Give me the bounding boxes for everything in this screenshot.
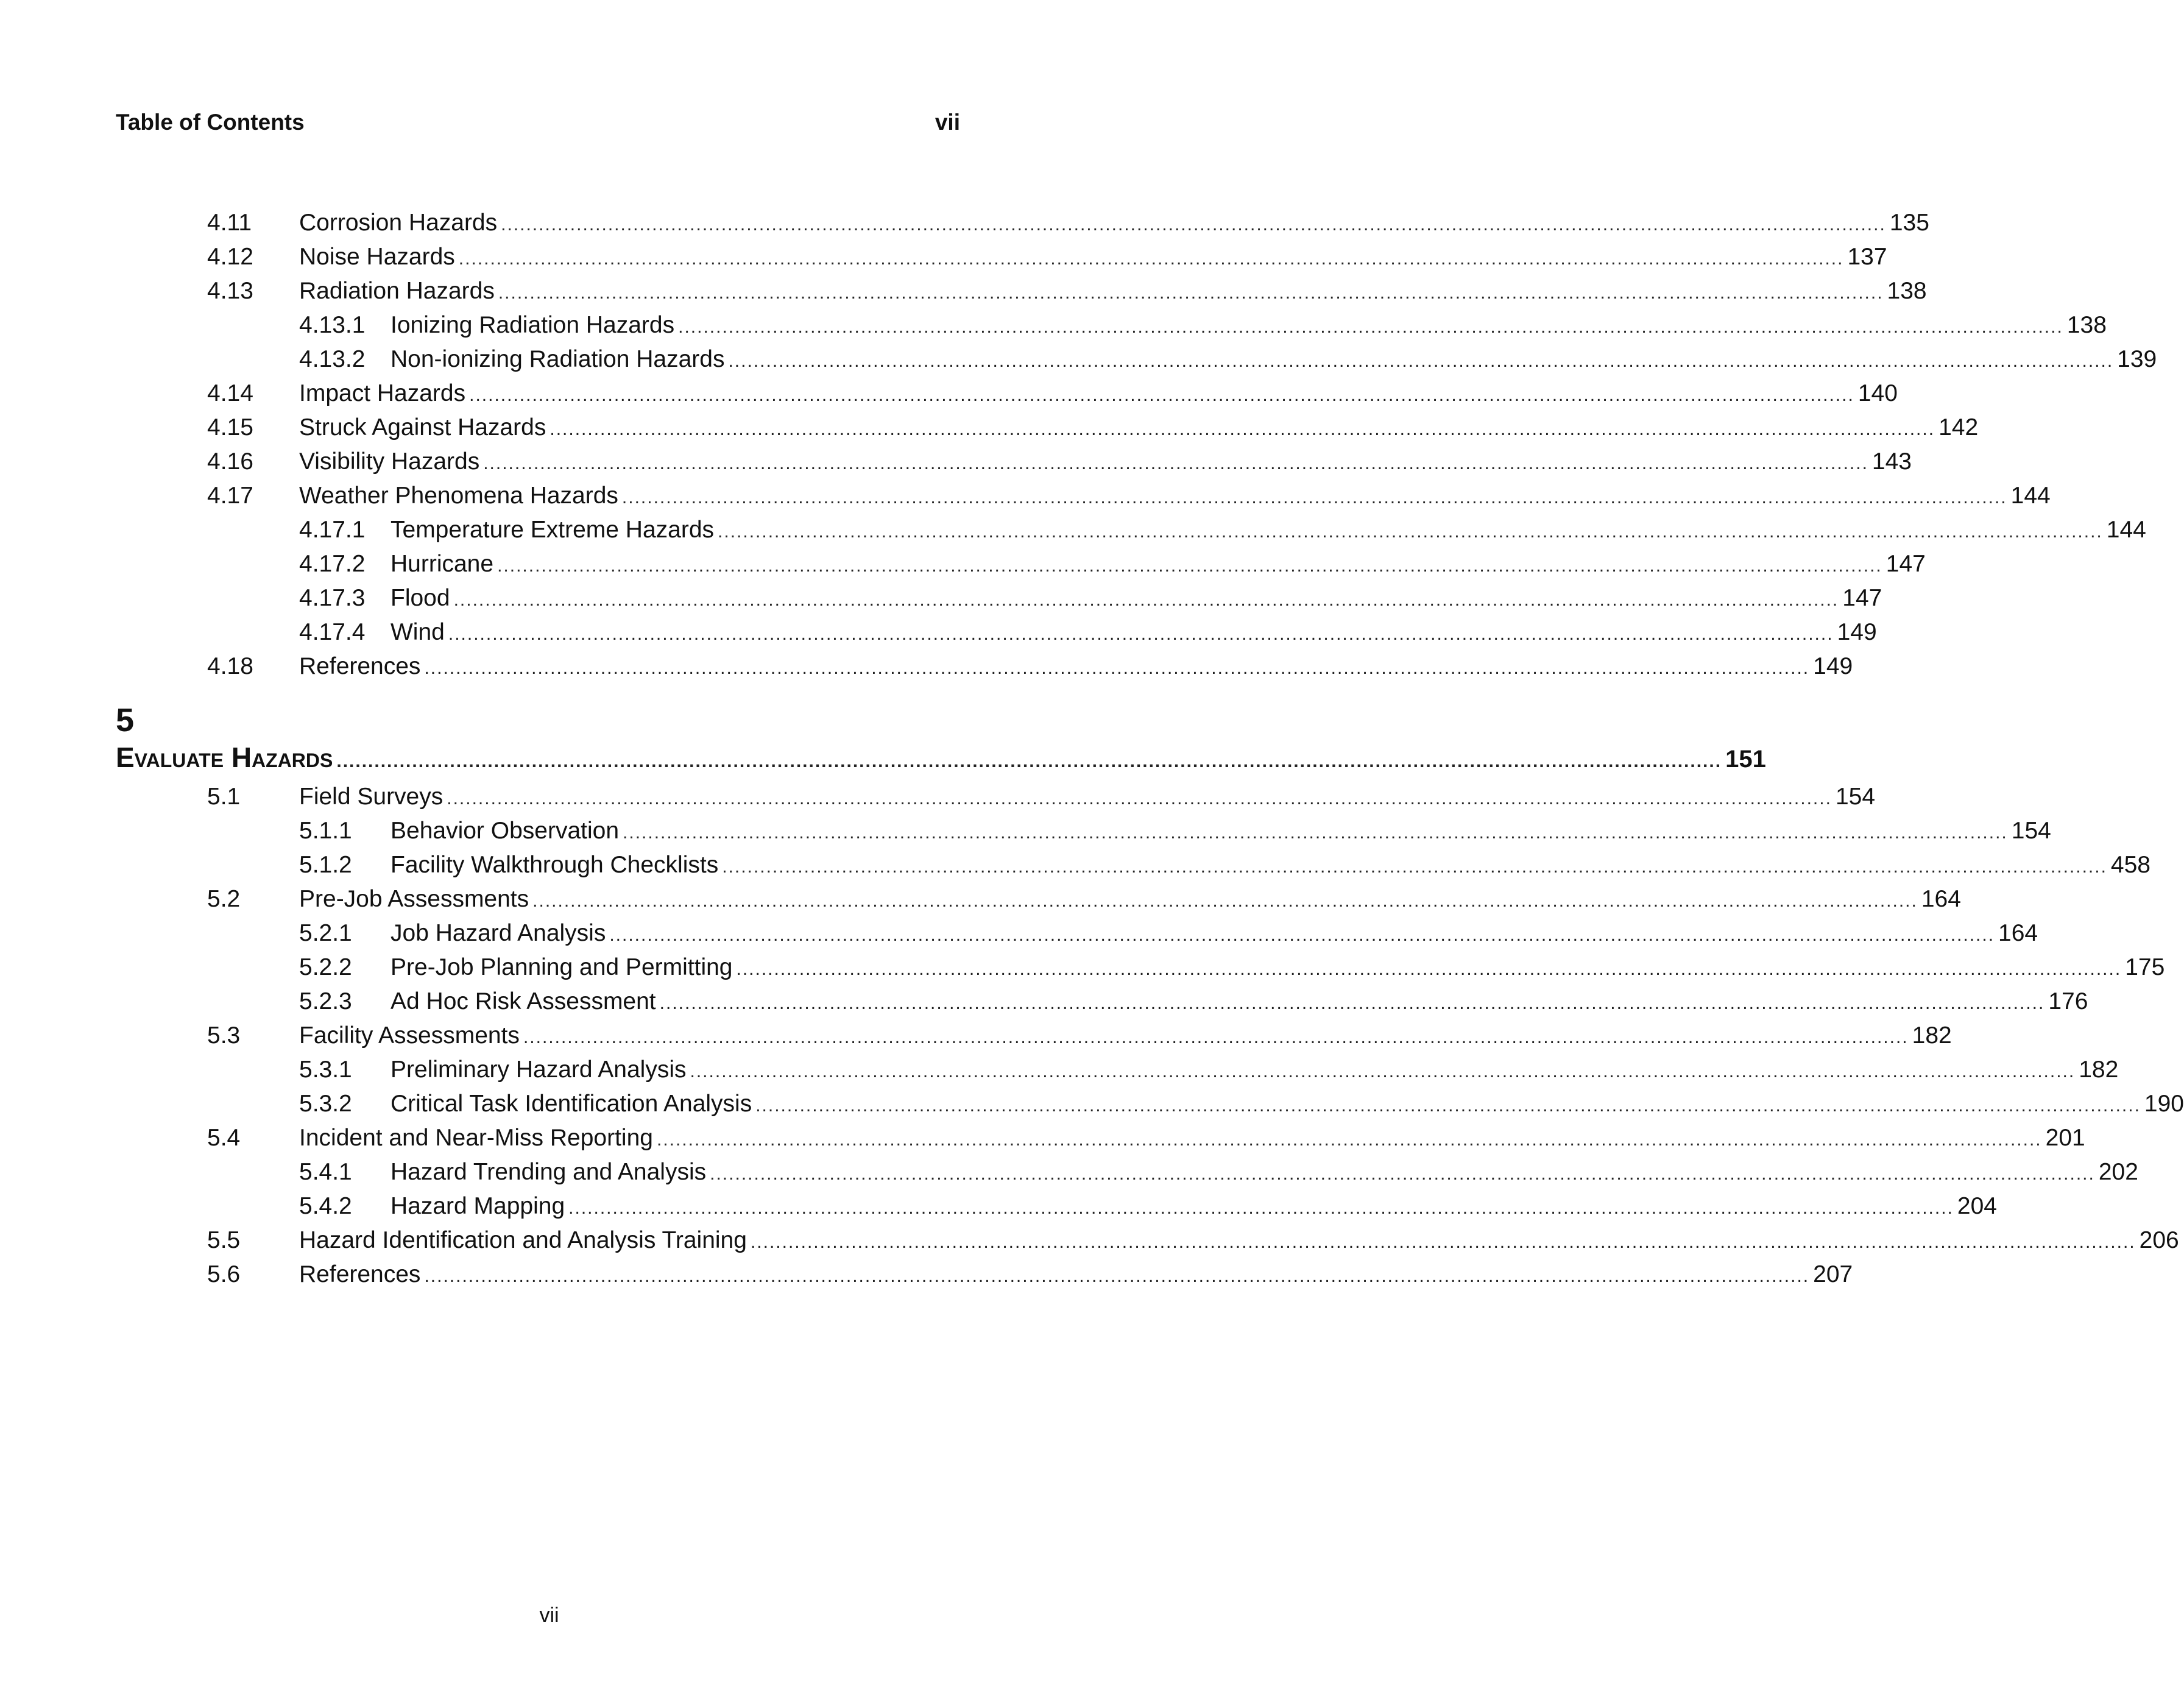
entry-title: Flood <box>391 585 450 611</box>
entry-title: Hazard Trending and Analysis <box>391 1159 707 1185</box>
toc-entry <box>116 1121 2085 1155</box>
toc-entry <box>116 342 2157 377</box>
dot-leader: ............................................................................................................................................................................................................................ <box>710 1164 2095 1184</box>
entry-page-number: 140 <box>1857 380 1898 406</box>
entry-line <box>299 1121 2085 1157</box>
entry-page-number: 151 <box>1725 746 1766 773</box>
entry-page-number: 201 <box>2045 1125 2085 1151</box>
entry-number: 5.2 <box>207 886 241 912</box>
entry-title: References <box>299 653 421 679</box>
entry-line <box>299 377 1898 412</box>
entry-number: 4.12 <box>207 244 253 270</box>
toc-entry <box>116 882 1961 916</box>
toc-entry <box>116 1189 1997 1223</box>
dot-leader: ............................................................................................................................................................................................................................ <box>483 453 1868 473</box>
entry-page-number: 144 <box>2010 483 2051 509</box>
entry-number: 4.14 <box>207 380 253 406</box>
toc-entry <box>116 1087 2184 1121</box>
entry-line <box>391 513 2146 549</box>
entry-line <box>299 274 1927 310</box>
entry-number: 4.11 <box>207 210 252 236</box>
dot-leader: ............................................................................................................................................................................................................................ <box>336 751 1722 771</box>
entry-title: Pre-Job Assessments <box>299 886 529 912</box>
entry-page-number: 147 <box>1842 585 1882 611</box>
toc-entry <box>116 1053 2119 1087</box>
entry-title: Facility Assessments <box>299 1022 520 1049</box>
entry-title: Radiation Hazards <box>299 278 495 304</box>
toc-entry <box>116 581 1882 615</box>
entry-title: Behavior Observation <box>391 818 620 844</box>
entry-title: Evaluate Hazards <box>116 742 333 773</box>
entry-number: 4.17.1 <box>299 517 366 543</box>
dot-leader: ............................................................................................................................................................................................................................ <box>458 249 1844 269</box>
dot-leader: ............................................................................................................................................................................................................................ <box>568 1198 1954 1218</box>
entry-line <box>391 308 2107 344</box>
entry-page-number: 176 <box>2048 988 2088 1014</box>
entry-page-number: 144 <box>2106 517 2146 543</box>
entry-number: 5.3.1 <box>299 1057 352 1083</box>
entry-line <box>391 615 1877 651</box>
entry-number: 5.2.1 <box>299 920 352 946</box>
entry-line <box>391 547 1926 583</box>
dot-leader: ............................................................................................................................................................................................................................ <box>550 419 1935 439</box>
toc-entry <box>116 780 1876 814</box>
entry-title: Visibility Hazards <box>299 448 480 475</box>
entry-line <box>391 950 2165 986</box>
toc-entry <box>116 1155 2138 1189</box>
toc-entry <box>116 308 2107 342</box>
chapter-number: 5 <box>116 702 135 738</box>
entry-number: 4.13.1 <box>299 312 366 338</box>
entry-line <box>299 240 1887 276</box>
entry-title: Critical Task Identification Analysis <box>391 1091 752 1117</box>
entry-line <box>391 814 2051 850</box>
entry-page-number: 149 <box>1813 653 1853 679</box>
toc-entry <box>116 206 1929 240</box>
entry-title: Corrosion Hazards <box>299 210 498 236</box>
toc-entry <box>116 240 1887 274</box>
entry-line <box>391 1189 1997 1225</box>
entry-line <box>299 780 1876 816</box>
entry-number: 4.18 <box>207 653 253 679</box>
entry-number: 4.15 <box>207 414 253 441</box>
entry-page-number: 204 <box>1957 1193 1997 1219</box>
entry-number: 5.1.1 <box>299 818 352 844</box>
dot-leader: ............................................................................................................................................................................................................................ <box>736 959 2122 979</box>
entry-title: Job Hazard Analysis <box>391 920 606 946</box>
entry-number: 4.17.4 <box>299 619 366 645</box>
entry-page-number: 137 <box>1847 244 1887 270</box>
entry-title: Temperature Extreme Hazards <box>391 517 715 543</box>
entry-line <box>299 411 1979 447</box>
entry-line <box>391 848 2150 884</box>
chapter-title-entry <box>116 735 1766 780</box>
entry-title: Impact Hazards <box>299 380 466 406</box>
entry-number: 5.2.3 <box>299 988 352 1014</box>
running-header <box>116 110 960 135</box>
entry-page-number: 138 <box>2066 312 2107 338</box>
entry-line <box>299 479 2051 515</box>
header-page-number: vii <box>935 110 960 135</box>
entry-number: 5.1 <box>207 784 241 810</box>
entry-page-number: 143 <box>1871 448 1912 475</box>
dot-leader: ............................................................................................................................................................................................................................ <box>656 1130 2042 1150</box>
dot-leader: ............................................................................................................................................................................................................................ <box>678 317 2063 337</box>
entry-page-number: 139 <box>2117 346 2157 372</box>
entry-number: 5.4.2 <box>299 1193 352 1219</box>
entry-title: References <box>299 1261 421 1287</box>
entry-page-number: 164 <box>1921 886 1961 912</box>
entry-line <box>391 985 2088 1021</box>
entry-page-number: 164 <box>1998 920 2038 946</box>
dot-leader: ............................................................................................................................................................................................................................ <box>447 788 1832 809</box>
entry-page-number: 149 <box>1837 619 1877 645</box>
entry-title: Wind <box>391 619 445 645</box>
dot-leader: ............................................................................................................................................................................................................................ <box>659 993 2045 1013</box>
entry-page-number: 202 <box>2098 1159 2138 1185</box>
entry-page-number: 182 <box>1912 1022 1952 1049</box>
dot-leader: ............................................................................................................................................................................................................................ <box>497 556 1882 576</box>
entry-number: 5.2.2 <box>299 954 352 980</box>
toc-entry <box>116 445 1912 479</box>
entry-number: 4.17.2 <box>299 551 366 577</box>
dot-leader: ............................................................................................................................................................................................................................ <box>621 487 2007 508</box>
dot-leader: ............................................................................................................................................................................................................................ <box>424 658 1810 678</box>
entry-title: Hazard Identification and Analysis Training <box>299 1227 747 1253</box>
entry-number: 5.1.2 <box>299 852 352 878</box>
entry-page-number: 458 <box>2110 852 2150 878</box>
dot-leader: ............................................................................................................................................................................................................................ <box>469 385 1854 405</box>
toc-entry <box>116 916 2038 950</box>
entry-page-number: 154 <box>1835 784 1876 810</box>
dot-leader: ............................................................................................................................................................................................................................ <box>623 823 2008 843</box>
toc-entry <box>116 950 2165 985</box>
toc-entry <box>116 1019 1952 1053</box>
dot-leader: ............................................................................................................................................................................................................................ <box>523 1027 1909 1047</box>
entry-title: Ionizing Radiation Hazards <box>391 312 675 338</box>
entry-title: Noise Hazards <box>299 244 455 270</box>
entry-number: 5.5 <box>207 1227 241 1253</box>
toc-entry <box>116 848 2150 882</box>
dot-leader: ............................................................................................................................................................................................................................ <box>501 214 1886 235</box>
toc-entry <box>116 547 1926 581</box>
entry-line <box>116 735 1766 784</box>
entry-page-number: 175 <box>2125 954 2165 980</box>
entry-line <box>299 445 1912 481</box>
dot-leader: ............................................................................................................................................................................................................................ <box>453 590 1839 610</box>
entry-page-number: 190 <box>2144 1091 2184 1117</box>
entry-number: 5.4.1 <box>299 1159 352 1185</box>
dot-leader: ............................................................................................................................................................................................................................ <box>755 1096 2141 1116</box>
entry-title: Field Surveys <box>299 784 444 810</box>
toc-entry <box>116 479 2051 513</box>
entry-number: 5.6 <box>207 1261 241 1287</box>
entry-page-number: 147 <box>1885 551 1926 577</box>
entry-line <box>299 206 1929 242</box>
toc-entry <box>116 615 1877 650</box>
toc-entry <box>116 814 2051 848</box>
entry-number: 4.13.2 <box>299 346 366 372</box>
entry-line <box>391 916 2038 952</box>
entry-line <box>299 1223 2179 1259</box>
entry-page-number: 154 <box>2011 818 2051 844</box>
entry-number: 4.16 <box>207 448 253 475</box>
toc-entry <box>116 985 2088 1019</box>
toc-entry <box>116 513 2146 547</box>
dot-leader: ............................................................................................................................................................................................................................ <box>532 891 1918 911</box>
entry-page-number: 206 <box>2139 1227 2179 1253</box>
entry-line <box>391 581 1882 617</box>
entry-line <box>299 1258 1853 1294</box>
dot-leader: ............................................................................................................................................................................................................................ <box>424 1266 1810 1286</box>
entry-line <box>299 650 1853 685</box>
entry-title: Weather Phenomena Hazards <box>299 483 618 509</box>
toc-entry <box>116 650 1853 684</box>
entry-line <box>299 882 1961 918</box>
entry-title: Incident and Near-Miss Reporting <box>299 1125 653 1151</box>
entry-page-number: 135 <box>1889 210 1929 236</box>
entry-number: 5.3 <box>207 1022 241 1049</box>
dot-leader: ............................................................................................................................................................................................................................ <box>750 1232 2136 1252</box>
toc-entry <box>116 274 1927 308</box>
entry-number: 5.4 <box>207 1125 241 1151</box>
entry-number: 4.17 <box>207 483 253 509</box>
entry-line <box>391 1087 2184 1123</box>
entry-title: Hurricane <box>391 551 494 577</box>
entry-number: 4.13 <box>207 278 253 304</box>
entry-title: Non-ionizing Radiation Hazards <box>391 346 725 372</box>
dot-leader: ............................................................................................................................................................................................................................ <box>690 1061 2076 1081</box>
entry-title: Hazard Mapping <box>391 1193 565 1219</box>
entry-page-number: 142 <box>1938 414 1979 441</box>
entry-title: Struck Against Hazards <box>299 414 546 441</box>
dot-leader: ............................................................................................................................................................................................................................ <box>498 283 1884 303</box>
dot-leader: ............................................................................................................................................................................................................................ <box>722 857 2107 877</box>
entry-title: Pre-Job Planning and Permitting <box>391 954 733 980</box>
footer-page-number: vii <box>539 1604 559 1627</box>
toc-entry <box>116 1223 2179 1258</box>
entry-page-number: 207 <box>1813 1261 1853 1287</box>
entry-page-number: 182 <box>2079 1057 2119 1083</box>
entry-title: Facility Walkthrough Checklists <box>391 852 719 878</box>
entry-line <box>391 1053 2119 1089</box>
entry-number: 4.17.3 <box>299 585 366 611</box>
dot-leader: ............................................................................................................................................................................................................................ <box>718 522 2103 542</box>
header-title: Table of Contents <box>116 110 305 135</box>
entry-line <box>391 342 2157 378</box>
dot-leader: ............................................................................................................................................................................................................................ <box>609 925 1995 945</box>
entry-line <box>299 1019 1952 1055</box>
toc-entry <box>116 411 1979 445</box>
entry-page-number: 138 <box>1887 278 1927 304</box>
entry-title: Ad Hoc Risk Assessment <box>391 988 656 1014</box>
table-of-contents <box>116 206 2184 1292</box>
entry-title: Preliminary Hazard Analysis <box>391 1057 687 1083</box>
toc-entry <box>116 377 1898 411</box>
dot-leader: ............................................................................................................................................................................................................................ <box>728 351 2114 371</box>
entry-line <box>391 1155 2138 1191</box>
dot-leader: ............................................................................................................................................................................................................................ <box>448 624 1834 644</box>
entry-number: 5.3.2 <box>299 1091 352 1117</box>
toc-entry <box>116 1258 1853 1292</box>
